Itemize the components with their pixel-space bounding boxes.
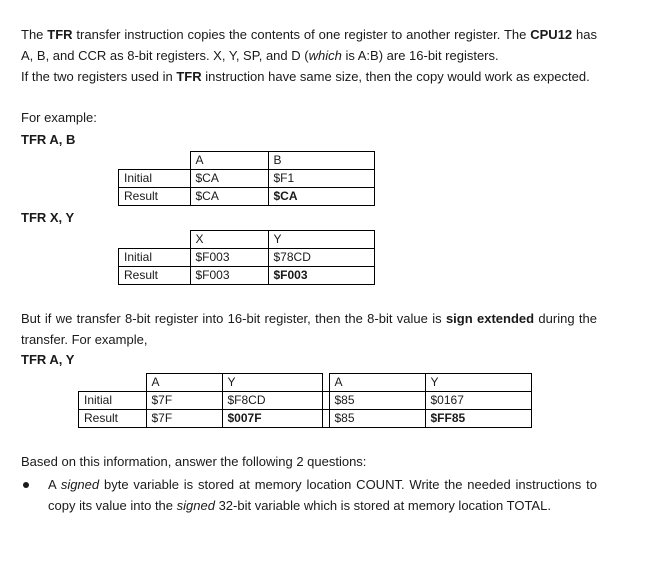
sign-extend-text: But if we transfer 8-bit register into 16-bit register, then the 8-bit value is xyxy=(21,311,446,326)
table-cell: $85 xyxy=(329,410,425,428)
table-cell-empty xyxy=(119,152,191,170)
question-1 xyxy=(48,474,597,516)
table-cell: $78CD xyxy=(268,249,374,267)
table-cell-result: $FF85 xyxy=(425,410,531,428)
ex3-title: TFR A, Y xyxy=(21,352,75,367)
intro-text: The xyxy=(21,27,48,42)
ex1-table xyxy=(118,151,375,206)
sign-extended-keyword: sign extended xyxy=(445,311,535,326)
table-row xyxy=(119,231,375,249)
table-cell: $F8CD xyxy=(222,392,322,410)
table-cell-empty xyxy=(79,374,147,392)
bullet-icon xyxy=(23,482,29,488)
table-cell: $0167 xyxy=(425,392,531,410)
row-label: Result xyxy=(119,188,191,206)
intro-text: is A:B) are 16-bit registers. xyxy=(341,48,499,63)
table-header: Y xyxy=(268,231,374,249)
table-cell: $85 xyxy=(329,392,425,410)
table-row xyxy=(79,410,532,428)
table-cell-result: $007F xyxy=(222,410,322,428)
table-header: Y xyxy=(222,374,322,392)
table-header: A xyxy=(329,374,425,392)
table-row xyxy=(79,392,532,410)
table-header: A xyxy=(190,152,268,170)
table-gap xyxy=(322,392,329,410)
table-gap xyxy=(322,374,329,392)
question-text: 32-bit variable which is stored at memory location TOTAL. xyxy=(214,498,551,513)
question-text: byte variable is stored at memory location COUNT. Write the needed instructions to copy its value into the xyxy=(48,477,597,513)
ex2-table xyxy=(118,230,375,285)
table-gap xyxy=(322,410,329,428)
row-label: Result xyxy=(79,410,147,428)
table-header: X xyxy=(190,231,268,249)
intro-paragraph xyxy=(21,24,597,66)
tfr-keyword: TFR xyxy=(176,69,202,84)
table-cell-result: $CA xyxy=(268,188,374,206)
table-row xyxy=(119,152,375,170)
table-row xyxy=(79,374,532,392)
row-label: Initial xyxy=(119,249,191,267)
same-size-text: If the two registers used in xyxy=(21,69,177,84)
sign-extend-paragraph xyxy=(21,308,597,350)
table-cell-empty xyxy=(119,231,191,249)
table-cell: $CA xyxy=(190,170,268,188)
table-cell: $7F xyxy=(146,392,222,410)
table-cell: $F1 xyxy=(268,170,374,188)
signed-emphasis: signed xyxy=(60,477,100,492)
intro-text: has A, B, and CCR as 8-bit registers. X, Y, SP, and D ( xyxy=(21,27,598,63)
ex3-table xyxy=(78,373,532,428)
table-cell-result: $F003 xyxy=(268,267,374,285)
intro-text: transfer instruction copies the contents of one register to another register. The xyxy=(72,27,531,42)
table-row xyxy=(119,188,375,206)
table-row xyxy=(119,170,375,188)
same-size-text: instruction have same size, then the copy would work as expected. xyxy=(201,69,590,84)
row-label: Initial xyxy=(79,392,147,410)
table-cell: $CA xyxy=(190,188,268,206)
row-label: Initial xyxy=(119,170,191,188)
tfr-keyword: TFR xyxy=(47,27,73,42)
table-row xyxy=(119,267,375,285)
same-size-paragraph xyxy=(21,66,597,87)
ex2-title: TFR X, Y xyxy=(21,210,75,225)
table-header: Y xyxy=(425,374,531,392)
row-label: Result xyxy=(119,267,191,285)
for-example-label: For example: xyxy=(21,110,97,125)
cpu12-keyword: CPU12 xyxy=(530,27,573,42)
table-header: B xyxy=(268,152,374,170)
signed-emphasis: signed xyxy=(176,498,215,513)
based-on-text: Based on this information, answer the following 2 questions: xyxy=(21,454,367,469)
table-row xyxy=(119,249,375,267)
ex1-title: TFR A, B xyxy=(21,132,76,147)
table-header: A xyxy=(146,374,222,392)
question-text: A xyxy=(48,477,61,492)
sign-extend-text: during the transfer. For example, xyxy=(21,311,597,347)
table-cell: $F003 xyxy=(190,267,268,285)
which-emphasis: which xyxy=(308,48,342,63)
table-cell: $7F xyxy=(146,410,222,428)
table-cell: $F003 xyxy=(190,249,268,267)
